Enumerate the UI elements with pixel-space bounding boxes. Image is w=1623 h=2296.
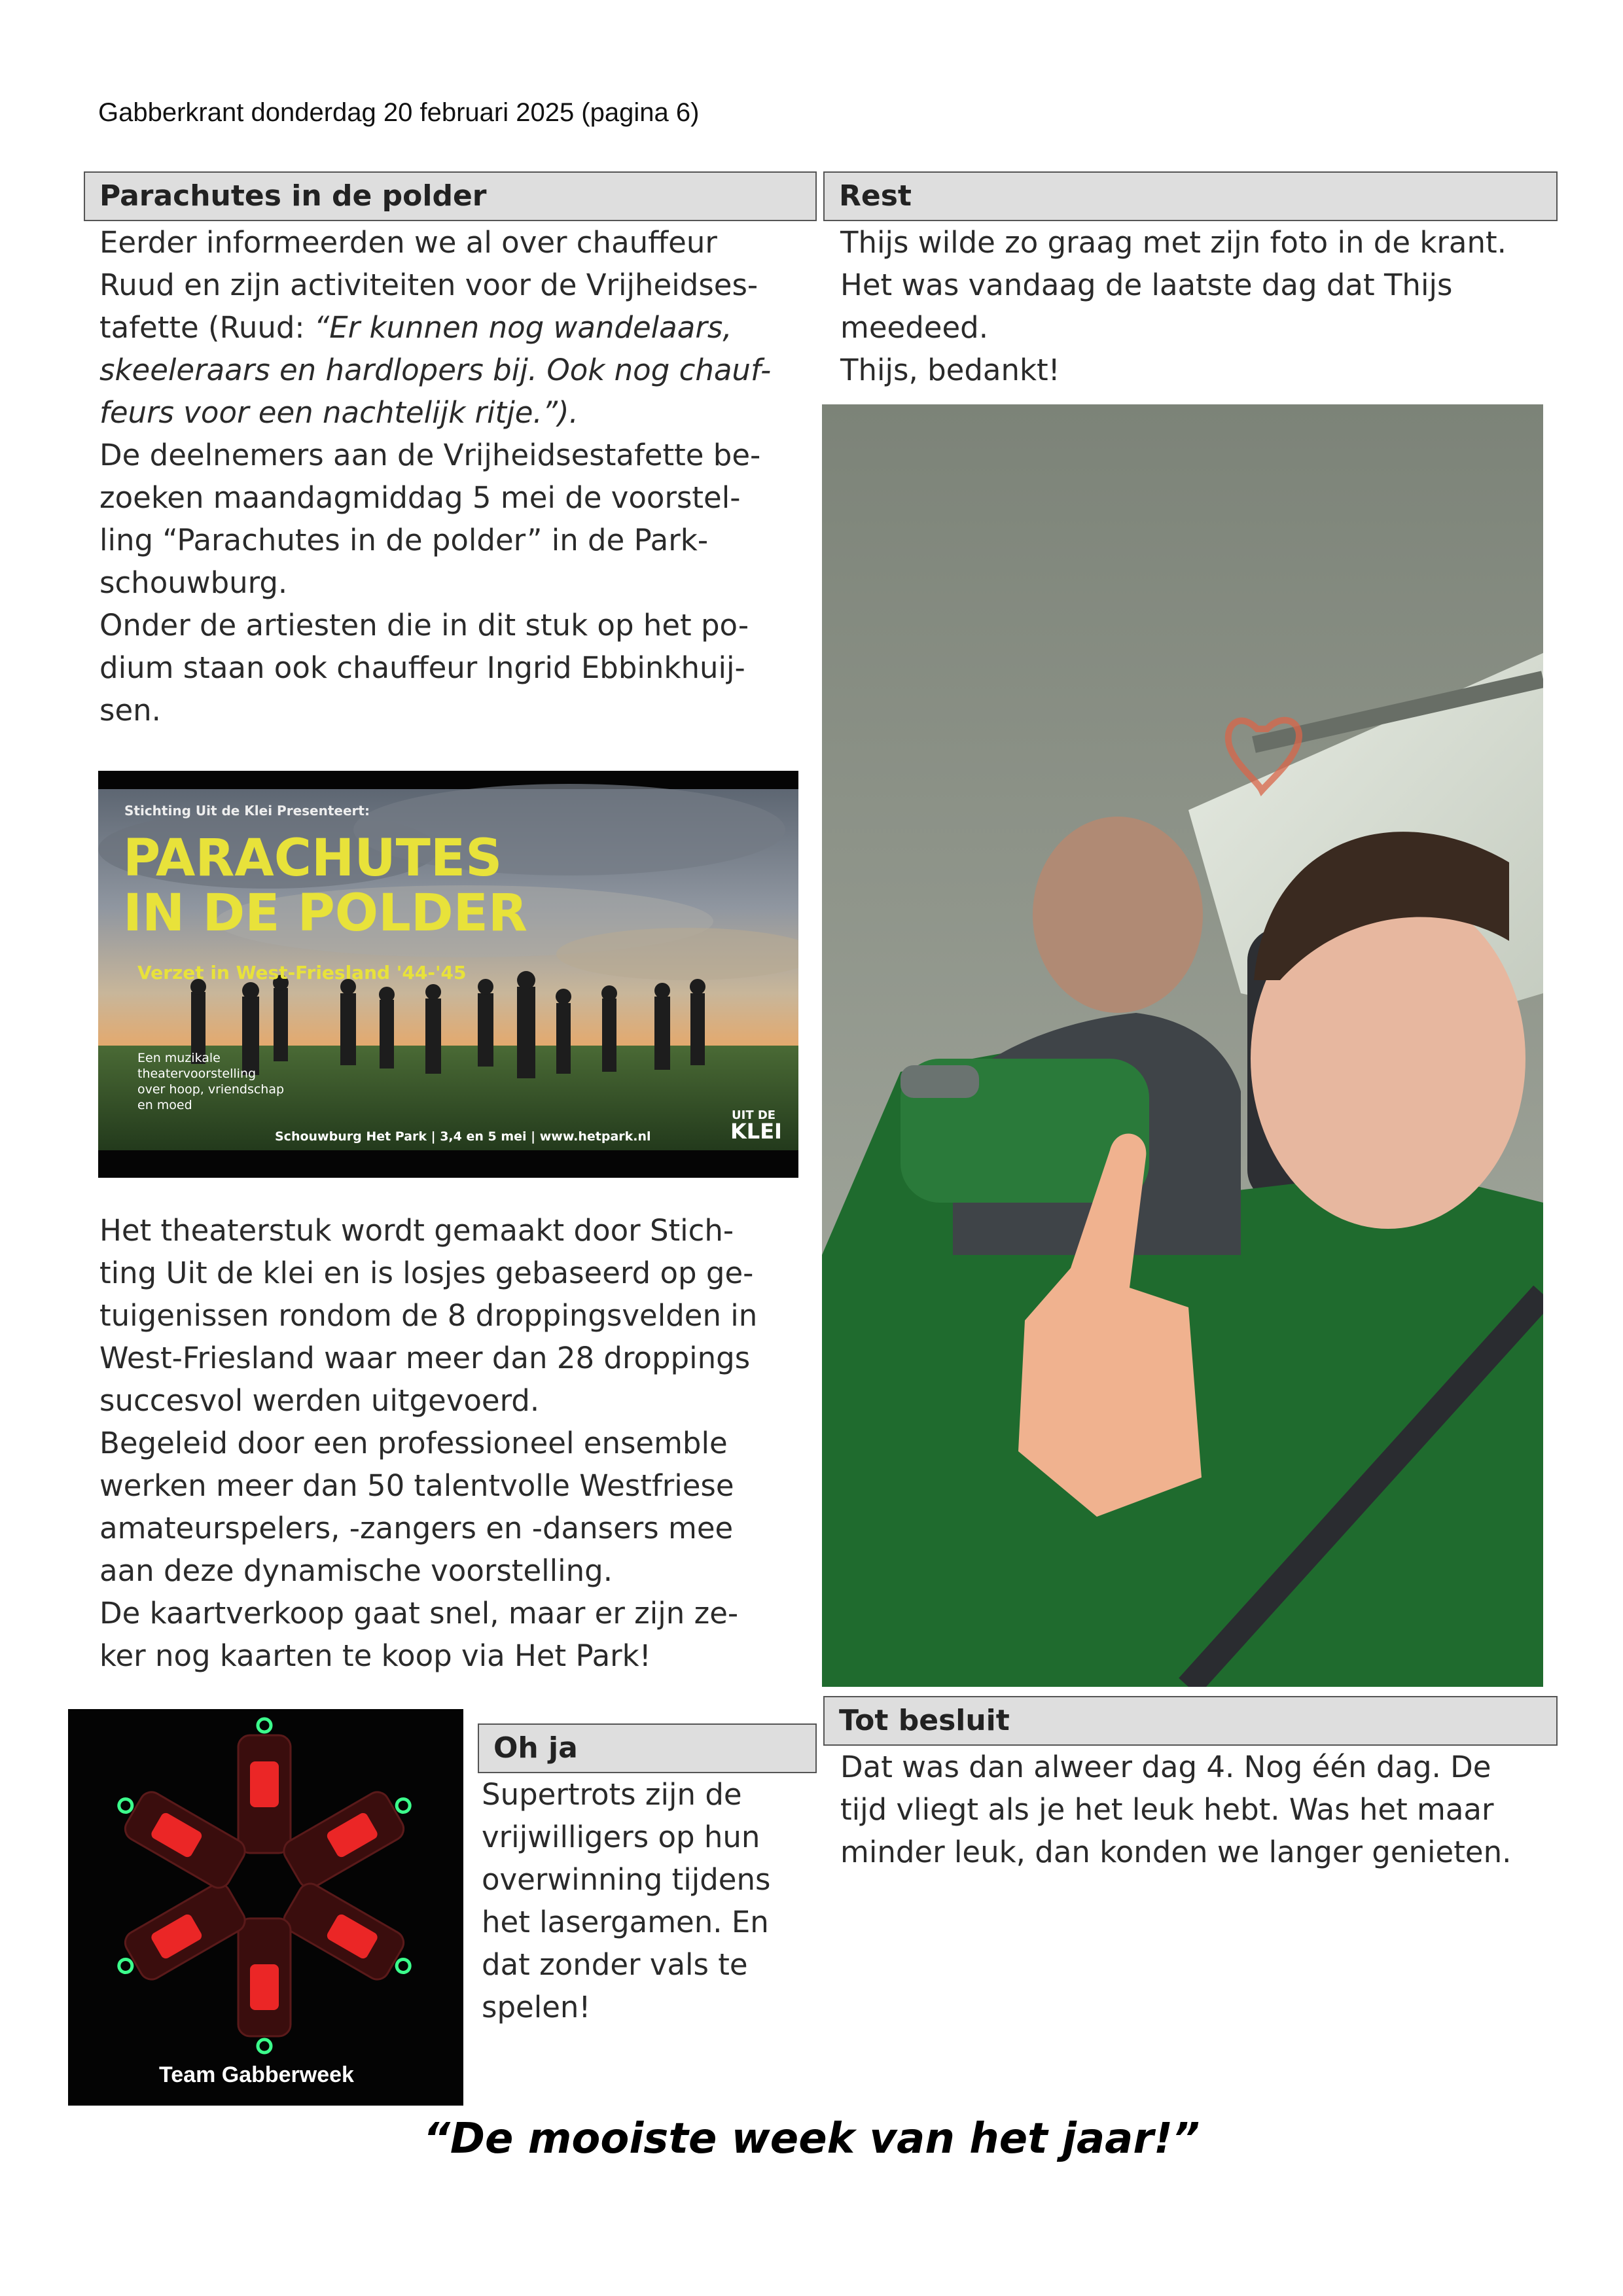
lasergame-photo [68, 1709, 463, 2106]
footer-slogan: “De mooiste week van het jaar!” [423, 2115, 1200, 2163]
rest-article [840, 221, 1547, 391]
text-line: Dat was dan alweer dag 4. Nog één dag. De [840, 1750, 1491, 1784]
poster-title-line1: PARACHUTES [123, 829, 503, 888]
poster-venue: Schouwburg Het Park | 3,4 en 5 mei | www.hetpark.nl [275, 1129, 651, 1144]
text-line: Het theaterstuk wordt gemaakt door Stich- [99, 1213, 734, 1248]
text-line: Supertrots zijn de [482, 1777, 742, 1812]
text-line [99, 306, 806, 349]
poster-logo-line1: UIT DE [732, 1108, 776, 1122]
poster-desc-line: over hoop, vriendschap [137, 1082, 285, 1097]
text-line: Onder de artiesten die in dit stuk op het po- [99, 608, 749, 643]
text-line: ting Uit de klei en is losjes gebaseerd op ge- [99, 1256, 754, 1290]
text-line: Thijs wilde zo graag met zijn foto in de krant. [840, 225, 1507, 260]
section-title-tot-besluit: Tot besluit [823, 1696, 1558, 1746]
text-line: ker nog kaarten te koop via Het Park! [99, 1638, 651, 1673]
text-line: ling “Parachutes in de polder” in de Park- [99, 523, 709, 557]
poster-presenter: Stichting Uit de Klei Presenteert: [124, 803, 370, 819]
text-line: dat zonder vals te [482, 1947, 748, 1982]
ohja-article [482, 1773, 809, 2028]
section-title-rest: Rest [823, 171, 1558, 221]
lasergame-graphic [68, 1709, 463, 2106]
text-line: Eerder informeerden we al over chauffeur [99, 225, 717, 260]
text-line: aan deze dynamische voorstelling. [99, 1553, 613, 1588]
poster-title-line2: IN DE POLDER [123, 884, 527, 943]
text-line: Thijs, bedankt! [840, 353, 1060, 387]
text-line: het lasergamen. En [482, 1905, 769, 1939]
quote-text: skeeleraars en hardlopers bij. Ook nog chauf- [99, 353, 772, 387]
quote-text: “Er kunnen nog wandelaars, [313, 310, 732, 345]
selfie-graphic [822, 404, 1543, 1687]
text-line: meedeed. [840, 310, 989, 345]
text-line: De kaartverkoop gaat snel, maar er zijn ze- [99, 1596, 739, 1631]
text-line: West-Friesland waar meer dan 28 droppings [99, 1341, 751, 1375]
text-line: werken meer dan 50 talentvolle Westfriese [99, 1468, 734, 1503]
running-header: Gabberkrant donderdag 20 februari 2025 (pagina 6) [98, 98, 700, 127]
poster-subtitle: Verzet in West-Friesland '44-'45 [137, 962, 467, 983]
closing-article [840, 1746, 1547, 1873]
poster-graphic [98, 771, 798, 1178]
text-line: vrijwilligers op hun [482, 1820, 760, 1854]
quote-prefix: tafette (Ruud: [99, 310, 314, 345]
text-line: Het was vandaag de laatste dag dat Thijs [840, 268, 1453, 302]
text-line: sen. [99, 693, 161, 728]
poster-desc-line: en moed [137, 1098, 192, 1112]
poster-desc-line: theatervoorstelling [137, 1067, 257, 1081]
text-line [99, 349, 806, 391]
poster-desc-line: Een muzikale [137, 1051, 221, 1065]
text-line: De deelnemers aan de Vrijheidsestafette be- [99, 438, 761, 472]
lasergame-caption: Team Gabberweek [159, 2062, 354, 2087]
text-line: succesvol werden uitgevoerd. [99, 1383, 540, 1418]
text-line: overwinning tijdens [482, 1862, 771, 1897]
parachutes-article-top [99, 221, 806, 732]
quote-text: feurs voor een nachtelijk ritje.”). [99, 395, 579, 430]
parachutes-article-bottom [99, 1209, 806, 1677]
text-line: Begeleid door een professioneel ensemble [99, 1426, 728, 1460]
poster-image [98, 771, 798, 1178]
text-line: zoeken maandagmiddag 5 mei de voorstel- [99, 480, 741, 515]
text-line: tijd vliegt als je het leuk hebt. Was het maar [840, 1792, 1494, 1827]
section-title-ohja: Oh ja [478, 1723, 817, 1773]
text-line [99, 391, 806, 434]
text-line: amateurspelers, -zangers en -dansers mee [99, 1511, 734, 1545]
text-line: minder leuk, dan konden we langer genieten. [840, 1835, 1512, 1869]
section-title-parachutes: Parachutes in de polder [84, 171, 817, 221]
text-line: Ruud en zijn activiteiten voor de Vrijheidses- [99, 268, 758, 302]
poster-logo-line2: KLEI [730, 1119, 782, 1144]
selfie-photo [822, 404, 1543, 1687]
text-line: tuigenissen rondom de 8 droppingsvelden in [99, 1298, 758, 1333]
text-line: schouwburg. [99, 565, 288, 600]
text-line: spelen! [482, 1990, 591, 2024]
text-line: dium staan ook chauffeur Ingrid Ebbinkhuij- [99, 650, 745, 685]
